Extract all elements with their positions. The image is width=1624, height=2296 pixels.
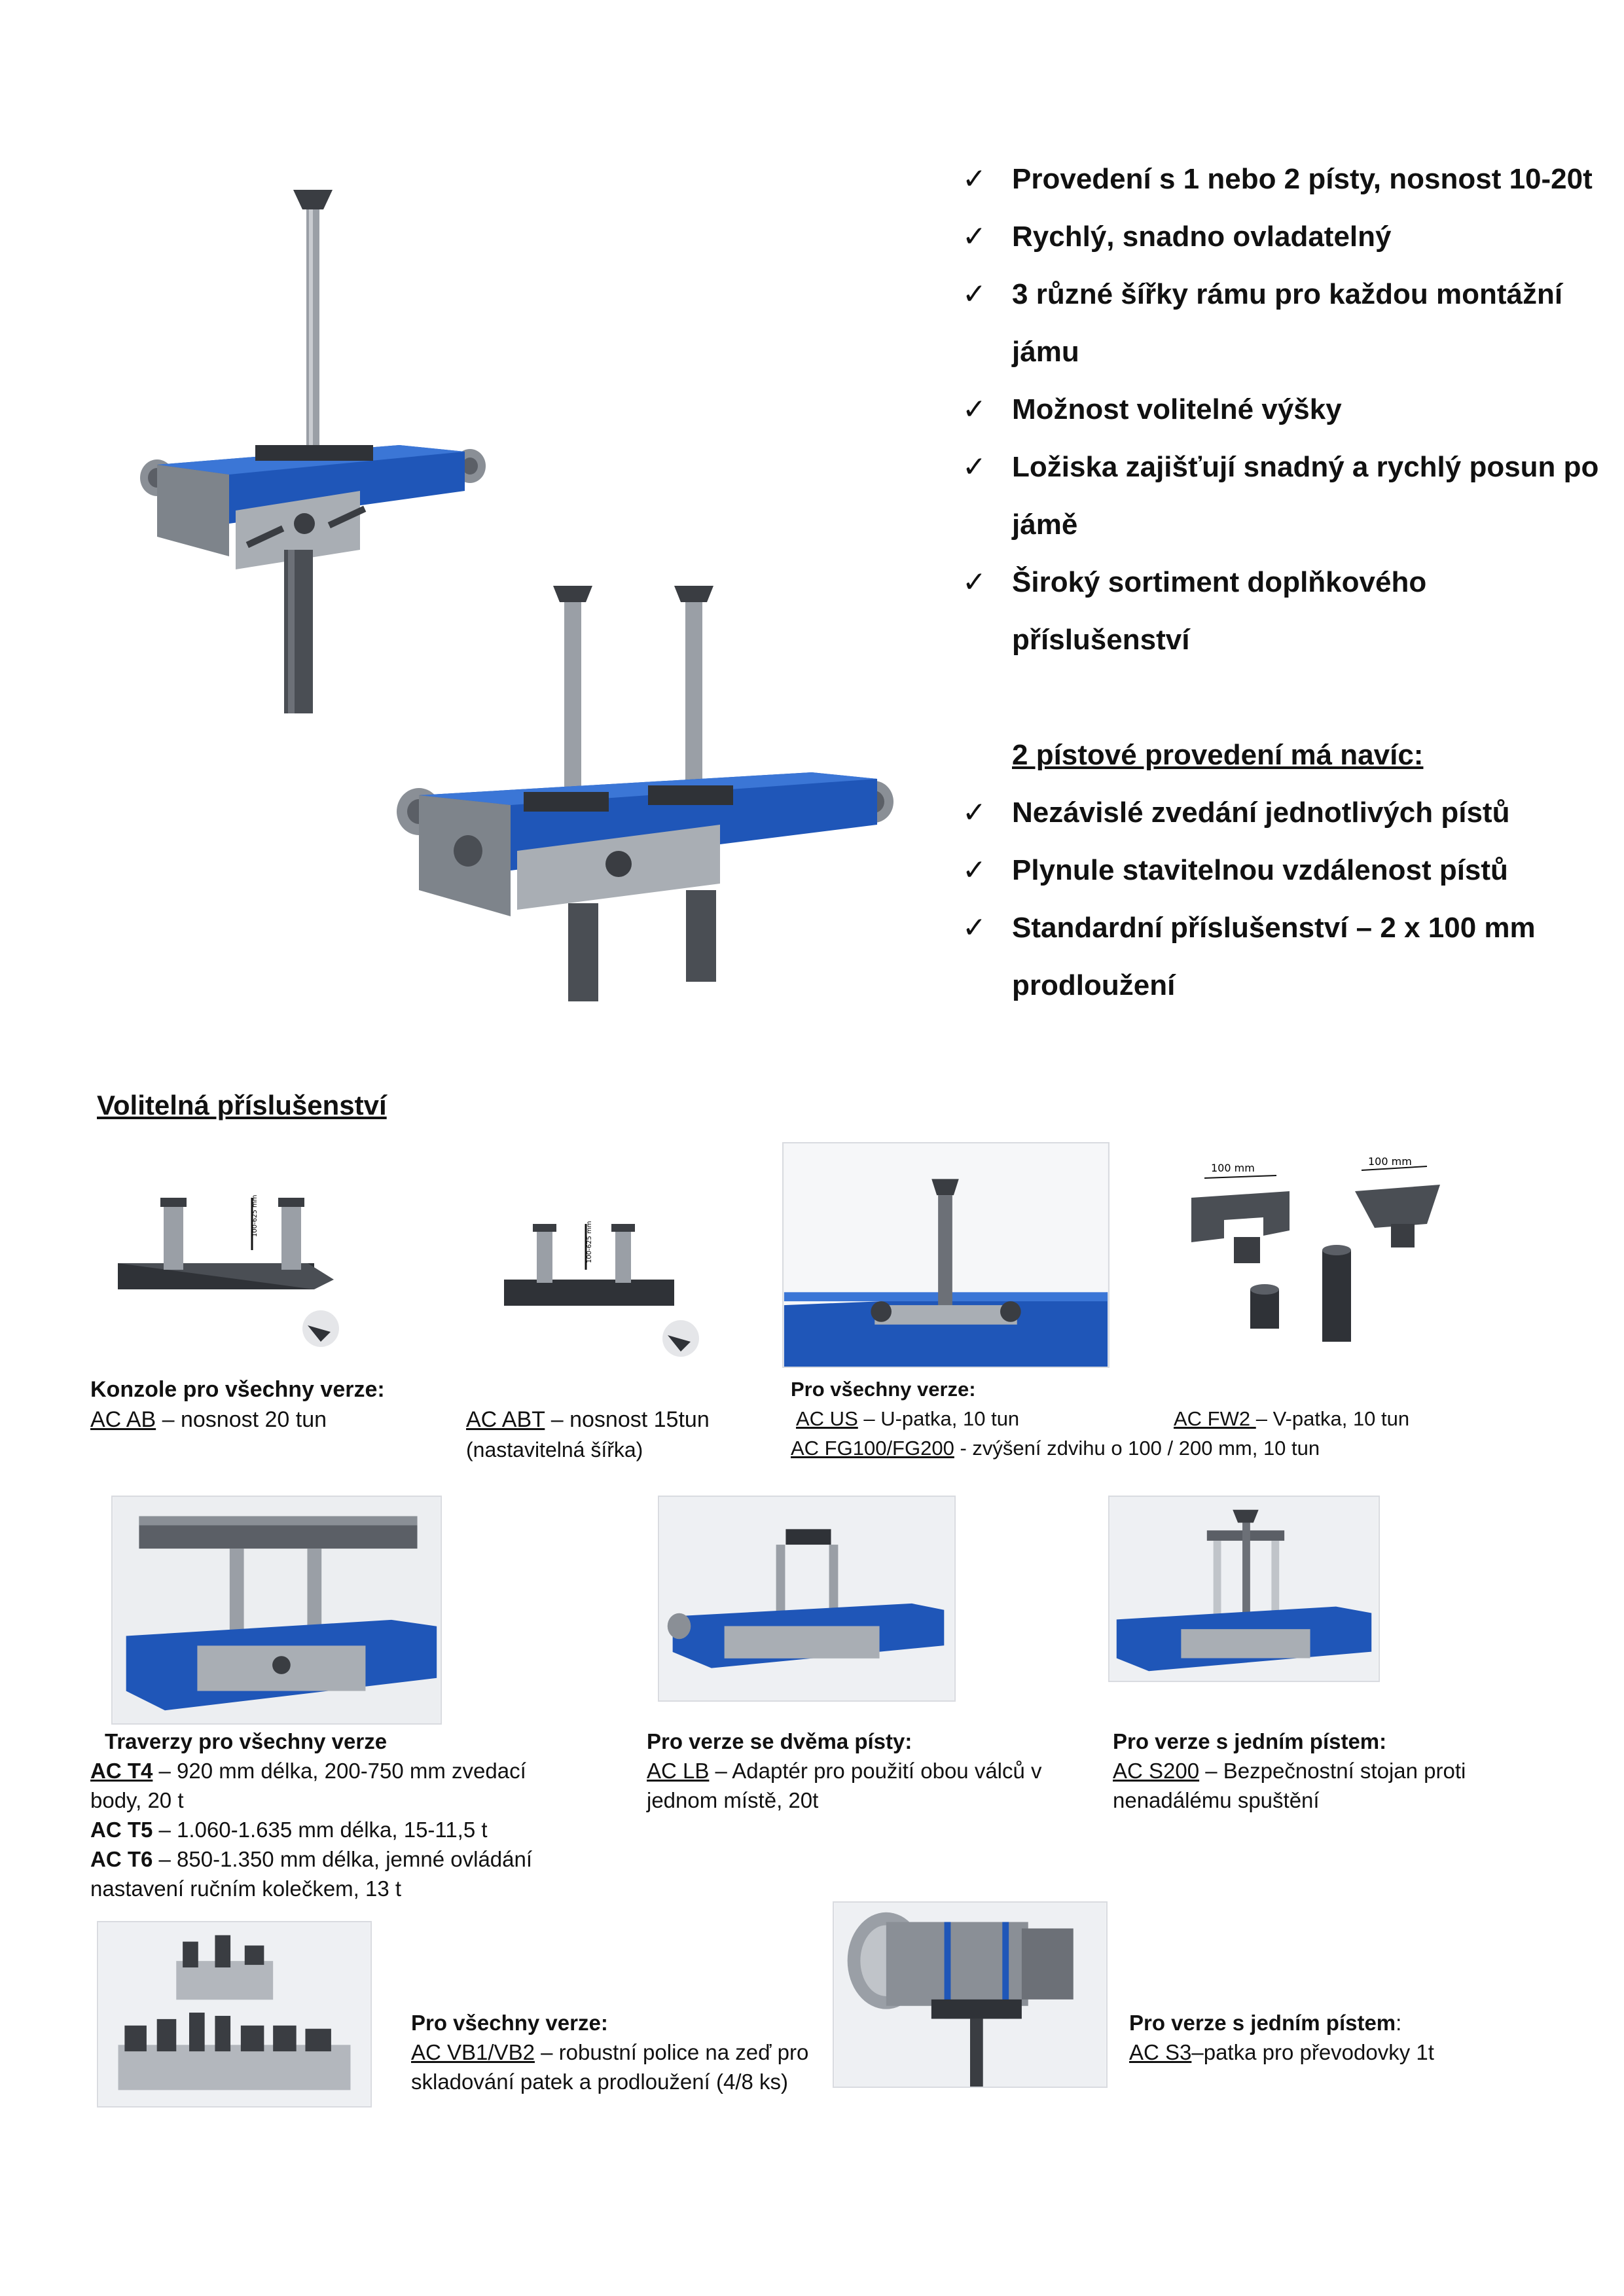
ac-s200-image (1108, 1496, 1380, 1682)
ac-abt-image (491, 1204, 713, 1361)
caption-s3: Pro verze s jedním pístem: AC S3–patka pro převodovky 1t (1129, 2011, 1434, 2064)
feature-list (962, 151, 1604, 1014)
caption-all-versions: Pro všechny verze: AC US – U-patka, 10 tun AC FW2 – V-patka, 10 tun AC FG100/FG200 - zvýšení zdvihu o 100 / 200 mm, 10 tun (791, 1378, 1410, 1460)
dimension-label: 100-625 mm (586, 1221, 593, 1263)
caption-s200: Pro verze s jedním pístem: AC S200 – Bezpečnostní stojan proti nenadálému spuštění (1113, 1729, 1466, 1812)
check-icon: ✓ (962, 278, 986, 310)
check-icon: ✓ (962, 566, 986, 598)
dimension-label: 100 mm (1211, 1162, 1255, 1174)
ac-s3-image (833, 1901, 1108, 2088)
feature-item: ✓ Plynule stavitelnou vzdálenost pístů (962, 842, 1604, 899)
double-piston-lift-image (393, 576, 897, 1008)
accessories-title: Volitelná příslušenství (97, 1090, 387, 1121)
check-icon: ✓ (962, 451, 986, 483)
feature-item: ✓ Standardní příslušenství – 2 x 100 mm prodloužení (962, 899, 1604, 1014)
feature-item: ✓ 3 různé šířky rámu pro každou montážní jámu (962, 266, 1604, 381)
feature-item: ✓ Možnost volitelné výšky (962, 381, 1604, 439)
caption-vb: Pro všechny verze: AC VB1/VB2 – robustní police na zeď pro skladování patek a prodloužení (4/8 ks) (411, 2011, 809, 2094)
feature-item: ✓ Rychlý, snadno ovladatelný (962, 208, 1604, 266)
ac-ab-image (111, 1165, 353, 1348)
dimension-label: 100 mm (1368, 1155, 1412, 1168)
dimension-label: 100-625 mm (251, 1194, 259, 1237)
ac-vb-image (97, 1921, 372, 2108)
feature-item: ✓ Široký sortiment doplňkového příslušenství (962, 554, 1604, 669)
ac-us-image (782, 1142, 1110, 1368)
feature-item: ✓ Nezávislé zvedání jednotlivých pístů (962, 784, 1604, 842)
caption-konzole: Konzole pro všechny verze: AC AB – nosnost 20 tun (90, 1377, 385, 1432)
check-icon: ✓ (962, 221, 986, 253)
ac-fw2-image (1178, 1152, 1473, 1368)
caption-abt: AC ABT – nosnost 15tun (nastavitelná šířka) (466, 1407, 710, 1462)
check-icon: ✓ (962, 912, 986, 944)
traverse-image (111, 1496, 442, 1725)
ac-lb-image (658, 1496, 956, 1702)
check-icon: ✓ (962, 797, 986, 829)
check-icon: ✓ (962, 163, 986, 195)
feature-item: ✓ Ložiska zajišťují snadný a rychlý posun po jámě (962, 439, 1604, 554)
check-icon: ✓ (962, 854, 986, 886)
caption-traverse: Traverzy pro všechny verze AC T4 – 920 mm délka, 200-750 mm zvedací body, 20 t AC T5 – 1.060-1.635 mm délka, 15-11,5 t AC T6 – 850-1.350 mm délka, jemné ovládání nastavení ručním kolečkem, 13 t (90, 1729, 533, 1901)
caption-lb: Pro verze se dvěma písty: AC LB – Adaptér pro použití obou válců v jednom místě, 20t (647, 1729, 1042, 1812)
feature-item: ✓ Provedení s 1 nebo 2 písty, nosnost 10-20t (962, 151, 1604, 208)
two-piston-heading: 2 pístové provedení má navíc: (1012, 739, 1424, 771)
check-icon: ✓ (962, 393, 986, 425)
